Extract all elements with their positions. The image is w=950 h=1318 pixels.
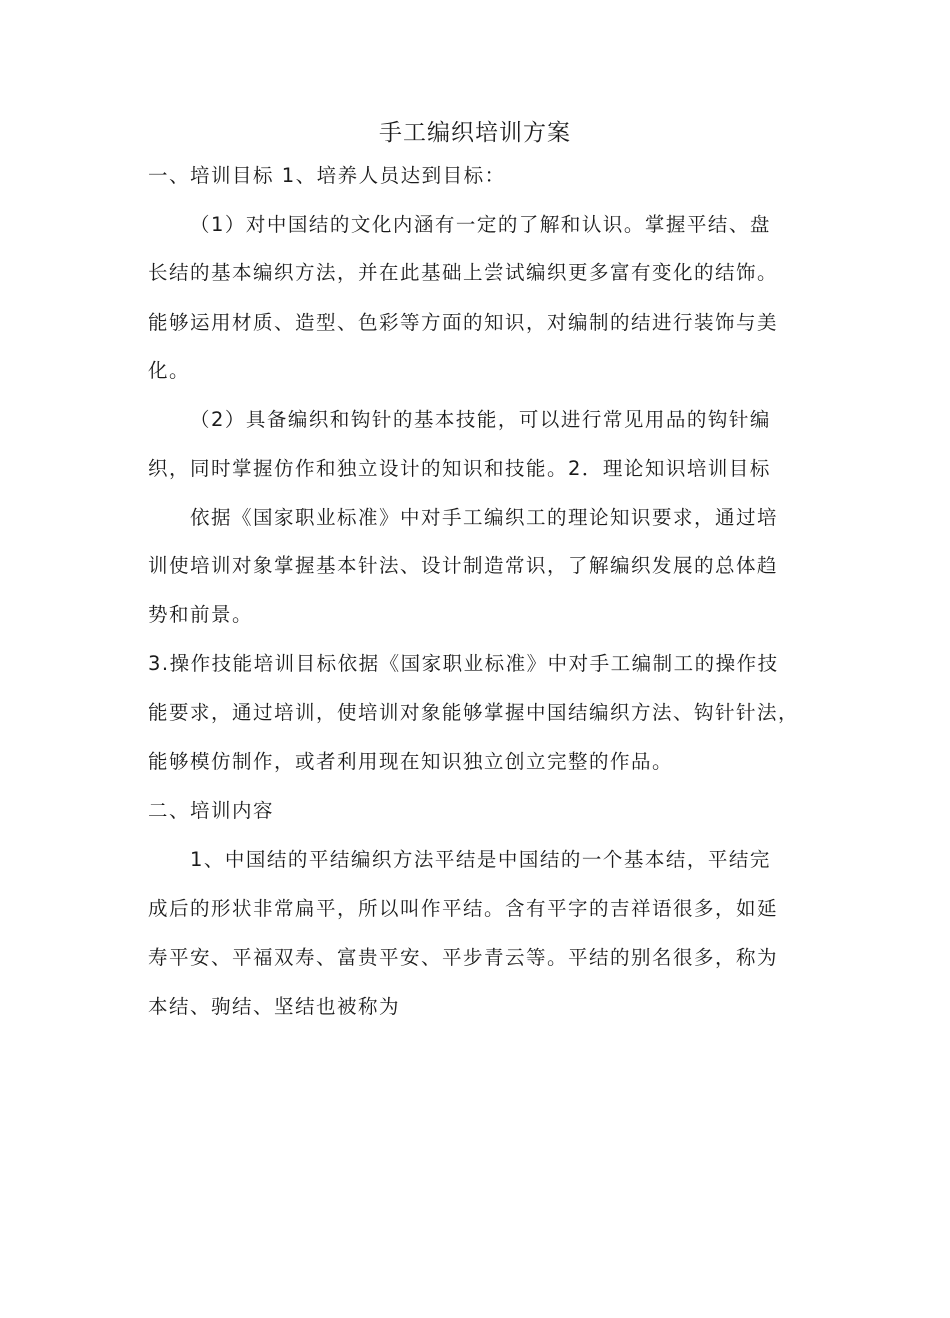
paragraph-line: 1、中国结的平结编织方法平结是中国结的一个基本结，平结完 (190, 848, 771, 871)
paragraph-line: 本结、驹结、坚结也被称为 (148, 995, 401, 1018)
document-title: 手工编织培训方案 (379, 120, 571, 146)
paragraph-line: 织，同时掌握仿作和独立设计的知识和技能。2．理论知识培训目标 (148, 457, 771, 480)
paragraph-line: （2）具备编织和钩针的基本技能，可以进行常见用品的钩针编 (190, 408, 771, 431)
paragraph-line: 寿平安、平福双寿、富贵平安、平步青云等。平结的别名很多，称为 (148, 946, 779, 969)
paragraph-line: 依据《国家职业标准》中对手工编织工的理论知识要求，通过培 (190, 506, 779, 529)
paragraph-line: 3.操作技能培训目标依据《国家职业标准》中对手工编制工的操作技 (148, 652, 779, 675)
paragraph-line: 能够模仿制作，或者利用现在知识独立创立完整的作品。 (148, 750, 674, 773)
paragraph-line: 势和前景。 (148, 603, 254, 626)
paragraph-line: 能要求，通过培训，使培训对象能够掌握中国结编织方法、钩针针法， (148, 701, 800, 724)
section-heading-content: 二、培训内容 (148, 799, 275, 822)
paragraph-line: （1）对中国结的文化内涵有一定的了解和认识。掌握平结、盘 (190, 213, 771, 236)
paragraph-line: 训使培训对象掌握基本针法、设计制造常识，了解编织发展的总体趋 (148, 554, 779, 577)
paragraph-line: 能够运用材质、造型、色彩等方面的知识，对编制的结进行装饰与美 (148, 311, 779, 334)
paragraph-line: 长结的基本编织方法，并在此基础上尝试编织更多富有变化的结饰。 (148, 261, 779, 284)
paragraph-line: 成后的形状非常扁平，所以叫作平结。含有平字的吉祥语很多，如延 (148, 897, 779, 920)
paragraph-line: 化。 (148, 359, 191, 382)
section-heading-goals: 一、培训目标 1、培养人员达到目标： (148, 164, 506, 187)
